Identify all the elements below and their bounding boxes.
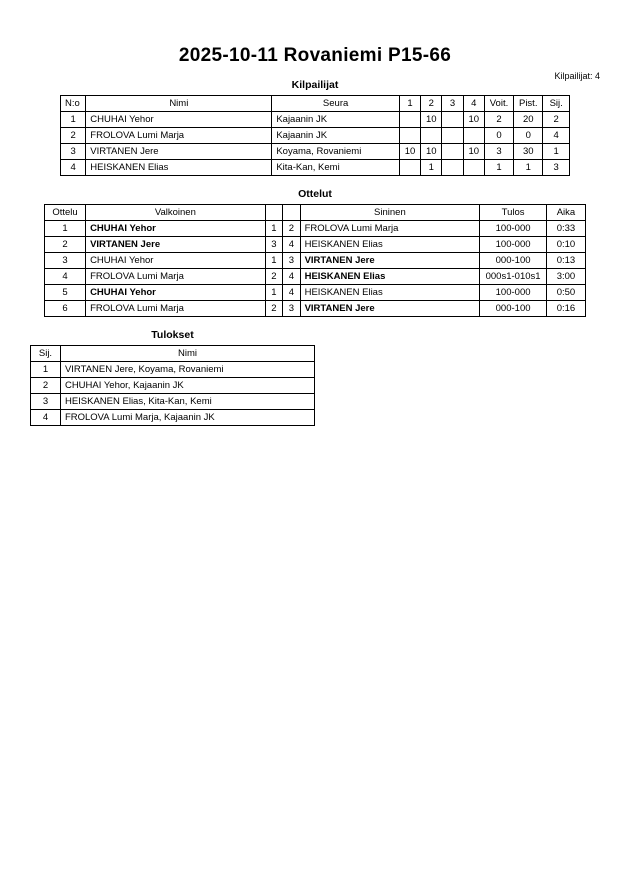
match-white-no: 1	[265, 285, 282, 301]
table-row	[61, 128, 570, 144]
match-time: 0:50	[546, 285, 585, 301]
competitor-points: 1	[514, 160, 543, 176]
column-header-opponent-4: 4	[463, 96, 484, 112]
competitor-rank: 1	[543, 144, 570, 160]
table-row	[61, 144, 570, 160]
competitor-score-2: 10	[421, 112, 442, 128]
competitor-score-4	[463, 128, 484, 144]
result-name: CHUHAI Yehor, Kajaanin JK	[60, 378, 314, 394]
competitor-score-3	[442, 144, 463, 160]
competitor-no: 4	[61, 160, 86, 176]
column-header-opponent-2: 2	[421, 96, 442, 112]
results-section-heading: Tulokset	[151, 329, 194, 341]
match-white-no: 2	[265, 301, 282, 317]
match-blue-no: 3	[283, 253, 300, 269]
match-blue-no: 4	[283, 285, 300, 301]
competitors-count: Kilpailijat: 4	[554, 71, 600, 81]
column-header-opponent-1: 1	[399, 96, 420, 112]
matches-section-heading: Ottelut	[298, 188, 332, 200]
competitor-no: 2	[61, 128, 86, 144]
table-row	[45, 237, 586, 253]
column-header-club: Seura	[272, 96, 400, 112]
match-white-no: 2	[265, 269, 282, 285]
match-white-no: 1	[265, 221, 282, 237]
competitors-table	[60, 95, 570, 176]
column-header-wins: Voit.	[484, 96, 513, 112]
competitor-score-3	[442, 160, 463, 176]
match-blue-name: HEISKANEN Elias	[300, 237, 480, 253]
column-header-blue: Sininen	[300, 205, 480, 221]
competitor-score-4	[463, 160, 484, 176]
result-name: FROLOVA Lumi Marja, Kajaanin JK	[60, 410, 314, 426]
competitor-score-1: 10	[399, 144, 420, 160]
result-rank: 4	[31, 410, 61, 426]
competitor-rank: 3	[543, 160, 570, 176]
match-blue-name: HEISKANEN Elias	[300, 269, 480, 285]
competitor-club: Kita-Kan, Kemi	[272, 160, 400, 176]
result-name: VIRTANEN Jere, Koyama, Rovaniemi	[60, 362, 314, 378]
match-time: 0:33	[546, 221, 585, 237]
match-no: 1	[45, 221, 86, 237]
match-blue-no: 2	[283, 221, 300, 237]
column-header-rank: Sij.	[31, 346, 61, 362]
match-white-name: CHUHAI Yehor	[86, 221, 266, 237]
column-header-result: Tulos	[480, 205, 547, 221]
competitor-score-3	[442, 128, 463, 144]
table-header-row	[31, 346, 315, 362]
match-time: 0:10	[546, 237, 585, 253]
match-blue-no: 4	[283, 237, 300, 253]
result-rank: 3	[31, 394, 61, 410]
competitor-wins: 2	[484, 112, 513, 128]
match-white-name: VIRTANEN Jere	[86, 237, 266, 253]
column-header-points: Pist.	[514, 96, 543, 112]
competitor-name: FROLOVA Lumi Marja	[86, 128, 272, 144]
match-no: 4	[45, 269, 86, 285]
column-header-rank: Sij.	[543, 96, 570, 112]
column-header-name: Nimi	[60, 346, 314, 362]
results-table	[30, 345, 315, 426]
column-header-match-no: Ottelu	[45, 205, 86, 221]
competitors-section-heading: Kilpailijat	[291, 79, 339, 91]
match-white-name: FROLOVA Lumi Marja	[86, 301, 266, 317]
match-time: 3:00	[546, 269, 585, 285]
match-white-name: CHUHAI Yehor	[86, 285, 266, 301]
match-no: 6	[45, 301, 86, 317]
competitor-points: 0	[514, 128, 543, 144]
match-blue-name: FROLOVA Lumi Marja	[300, 221, 480, 237]
match-result: 000-100	[480, 253, 547, 269]
competitor-score-2: 10	[421, 144, 442, 160]
page-title: 2025-10-11 Rovaniemi P15-66	[178, 45, 452, 66]
match-time: 0:16	[546, 301, 585, 317]
competitor-score-1	[399, 128, 420, 144]
match-blue-name: HEISKANEN Elias	[300, 285, 480, 301]
match-result: 100-000	[480, 221, 547, 237]
competitor-score-4: 10	[463, 144, 484, 160]
table-row	[45, 253, 586, 269]
column-header-blue-no	[283, 205, 300, 221]
competitor-score-2	[421, 128, 442, 144]
table-header-row	[61, 96, 570, 112]
competitor-club: Koyama, Rovaniemi	[272, 144, 400, 160]
match-blue-name: VIRTANEN Jere	[300, 253, 480, 269]
match-no: 5	[45, 285, 86, 301]
competitor-wins: 0	[484, 128, 513, 144]
competitor-no: 1	[61, 112, 86, 128]
competitor-rank: 2	[543, 112, 570, 128]
match-white-name: CHUHAI Yehor	[86, 253, 266, 269]
competitor-club: Kajaanin JK	[272, 112, 400, 128]
competitor-name: CHUHAI Yehor	[86, 112, 272, 128]
table-row	[31, 410, 315, 426]
match-white-no: 3	[265, 237, 282, 253]
table-row	[31, 378, 315, 394]
result-rank: 2	[31, 378, 61, 394]
match-blue-no: 4	[283, 269, 300, 285]
match-blue-name: VIRTANEN Jere	[300, 301, 480, 317]
competitor-no: 3	[61, 144, 86, 160]
competitor-name: HEISKANEN Elias	[86, 160, 272, 176]
competitor-points: 30	[514, 144, 543, 160]
competitor-wins: 1	[484, 160, 513, 176]
match-white-no: 1	[265, 253, 282, 269]
match-result: 000s1-010s1	[480, 269, 547, 285]
table-row	[45, 221, 586, 237]
table-row	[45, 285, 586, 301]
table-row	[45, 301, 586, 317]
table-row	[31, 394, 315, 410]
table-header-row	[45, 205, 586, 221]
column-header-white: Valkoinen	[86, 205, 266, 221]
competitor-score-1	[399, 160, 420, 176]
competitor-score-2: 1	[421, 160, 442, 176]
competitor-score-3	[442, 112, 463, 128]
match-no: 3	[45, 253, 86, 269]
match-time: 0:13	[546, 253, 585, 269]
result-name: HEISKANEN Elias, Kita-Kan, Kemi	[60, 394, 314, 410]
column-header-white-no	[265, 205, 282, 221]
table-row	[31, 362, 315, 378]
match-no: 2	[45, 237, 86, 253]
competitor-score-4: 10	[463, 112, 484, 128]
table-row	[61, 160, 570, 176]
competitor-name: VIRTANEN Jere	[86, 144, 272, 160]
competitor-club: Kajaanin JK	[272, 128, 400, 144]
table-row	[61, 112, 570, 128]
table-row	[45, 269, 586, 285]
match-blue-no: 3	[283, 301, 300, 317]
competitor-rank: 4	[543, 128, 570, 144]
matches-table	[44, 204, 586, 317]
column-header-time: Aika	[546, 205, 585, 221]
column-header-no: N:o	[61, 96, 86, 112]
match-result: 000-100	[480, 301, 547, 317]
competitor-wins: 3	[484, 144, 513, 160]
match-result: 100-000	[480, 237, 547, 253]
competitor-points: 20	[514, 112, 543, 128]
match-result: 100-000	[480, 285, 547, 301]
match-white-name: FROLOVA Lumi Marja	[86, 269, 266, 285]
column-header-name: Nimi	[86, 96, 272, 112]
column-header-opponent-3: 3	[442, 96, 463, 112]
competitor-score-1	[399, 112, 420, 128]
result-rank: 1	[31, 362, 61, 378]
